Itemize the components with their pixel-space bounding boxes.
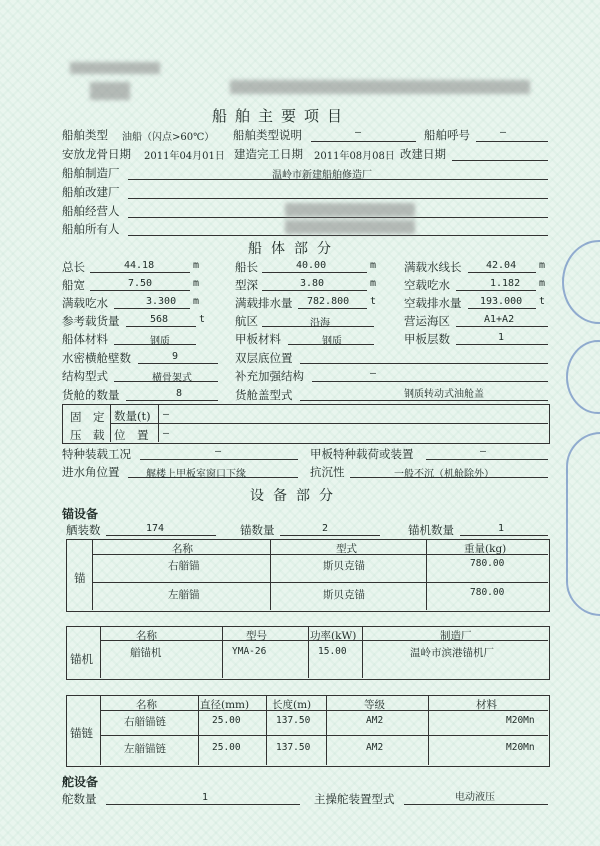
- op-area-label: 营运海区: [404, 314, 450, 328]
- windlass-header-power: 功率(kW): [310, 630, 357, 642]
- breadth-value: 7.50: [128, 278, 153, 289]
- reinforce-value: —: [370, 368, 377, 379]
- chain-row-grade: AM2: [366, 742, 384, 753]
- seal-stamp: [562, 240, 600, 324]
- call-sign-label: 船舶呼号: [424, 128, 470, 142]
- windlass-row-power: 15.00: [318, 646, 347, 657]
- steering-value: 电动液压: [455, 792, 495, 803]
- equip-no-value: 174: [146, 523, 165, 534]
- structure-label: 结构型式: [62, 369, 108, 383]
- redacted-header: [230, 80, 530, 94]
- loa-label: 总长: [62, 260, 85, 274]
- ship-type-desc-label: 船舶类型说明: [233, 128, 302, 142]
- flood-value: 艉楼上甲板室窗口下缘: [146, 469, 246, 480]
- holds-value: 8: [176, 388, 183, 399]
- unit-m: m: [539, 260, 546, 271]
- hull-mat-value: 钢质: [150, 336, 170, 347]
- chain-row-diameter: 25.00: [212, 715, 241, 726]
- keel-date-label: 安放龙骨日期: [62, 147, 131, 161]
- builder-label: 船舶制造厂: [62, 166, 120, 180]
- loa-value: 44.18: [124, 260, 155, 271]
- sink-value: 一般不沉（机舱除外）: [394, 469, 494, 480]
- full-draft-label: 满载吃水: [62, 296, 108, 310]
- holds-label: 货舱的数量: [62, 388, 120, 402]
- windlass-row-maker: 温岭市滨港锚机厂: [410, 647, 494, 659]
- length-label: 船长: [235, 260, 258, 274]
- operator-label: 船舶经营人: [62, 204, 120, 218]
- chain-row-length: 137.50: [276, 715, 311, 726]
- ballast-qty-value: —: [163, 409, 170, 420]
- chain-header-length: 长度(m): [272, 699, 312, 711]
- hatch-label: 货舱盖型式: [235, 388, 293, 402]
- windlass-header-maker: 制造厂: [440, 630, 472, 642]
- redacted-header: [70, 62, 160, 74]
- double-bottom-label: 双层底位置: [235, 351, 293, 365]
- chain-header-diameter: 直径(mm): [200, 699, 250, 711]
- anchor-header-name: 名称: [172, 543, 193, 555]
- light-draft-label: 空载吃水: [404, 278, 450, 292]
- anchor-row-name: 右艏锚: [168, 560, 200, 572]
- chain-row-length: 137.50: [276, 742, 311, 753]
- ship-type-value: 油船（闪点>60℃）: [122, 132, 215, 143]
- unit-m: m: [370, 278, 377, 289]
- steering-label: 主操舵装置型式: [314, 792, 395, 806]
- anchor-row-weight: 780.00: [470, 558, 505, 569]
- unit-m: m: [193, 296, 200, 307]
- chain-header-grade: 等级: [364, 699, 385, 711]
- fl-length-label: 满载水线长: [404, 260, 462, 274]
- rudder-count-value: 1: [202, 792, 209, 803]
- anchor-row-name: 左艏锚: [168, 589, 200, 601]
- unit-t: t: [199, 314, 206, 325]
- full-disp-label: 满载排水量: [235, 296, 293, 310]
- empty-disp-value: 193.000: [480, 296, 523, 307]
- depth-value: 3.80: [300, 278, 325, 289]
- anchor-header-type: 型式: [336, 543, 357, 555]
- anchor-side-label: 锚: [74, 571, 86, 585]
- windlass-header-model: 型号: [246, 630, 267, 642]
- hatch-value: 钢质转动式油舱盖: [404, 389, 484, 400]
- windlass-header-name: 名称: [136, 630, 157, 642]
- equip-no-label: 舾装数: [66, 523, 101, 537]
- rebuild-date-label: 改建日期: [400, 147, 446, 161]
- chain-side-label: 锚链: [70, 726, 93, 740]
- chain-row-material: M20Mn: [506, 742, 535, 753]
- anchor-count-value: 2: [322, 523, 329, 534]
- ballast-pos-value: —: [163, 428, 170, 439]
- chain-row-diameter: 25.00: [212, 742, 241, 753]
- redacted-operator: [285, 203, 415, 217]
- anchor-section-title: 锚设备: [62, 507, 99, 521]
- windlass-count-value: 1: [498, 523, 505, 534]
- deck-mat-label: 甲板材料: [235, 332, 281, 346]
- unit-m: m: [193, 260, 200, 271]
- equipment-section-title: 设备部分: [250, 488, 342, 504]
- deck-cargo-value: —: [480, 446, 487, 457]
- ballast-pos-label: 位 置: [114, 428, 149, 442]
- build-date-value: 2011年08月08日: [314, 151, 395, 162]
- structure-value: 横骨架式: [152, 373, 192, 384]
- full-disp-value: 782.800: [307, 296, 350, 307]
- fl-length-value: 42.04: [486, 260, 517, 271]
- chain-header-name: 名称: [136, 699, 157, 711]
- ship-type-label: 船舶类型: [62, 128, 108, 142]
- nav-label: 航区: [235, 314, 258, 328]
- ballast-qty-label: 数量(t): [114, 409, 151, 423]
- special-value: —: [215, 446, 222, 457]
- anchor-row-type: 斯贝克锚: [323, 560, 365, 572]
- windlass-row-model: YMA-26: [232, 646, 267, 657]
- bulkhead-label: 水密横舱壁数: [62, 351, 131, 365]
- rudder-count-label: 舵数量: [62, 792, 97, 806]
- bulkhead-value: 9: [172, 351, 179, 362]
- unit-m: m: [193, 278, 200, 289]
- cargo-label: 参考载货量: [62, 314, 120, 328]
- flood-label: 进水角位置: [62, 465, 120, 479]
- depth-label: 型深: [235, 278, 258, 292]
- unit-t: t: [539, 296, 546, 307]
- light-draft-value: 1.182: [490, 278, 521, 289]
- unit-t: t: [370, 296, 377, 307]
- ballast-a: 固 定: [70, 410, 105, 424]
- anchor-row-weight: 780.00: [470, 587, 505, 598]
- hull-section-title: 船体部分: [248, 241, 340, 257]
- empty-disp-label: 空载排水量: [404, 296, 462, 310]
- owner-label: 船舶所有人: [62, 222, 120, 236]
- deck-count-value: 1: [498, 332, 505, 343]
- chain-row-grade: AM2: [366, 715, 384, 726]
- hull-mat-label: 船体材料: [62, 332, 108, 346]
- unit-m: m: [370, 260, 377, 271]
- special-label: 特种装载工况: [62, 447, 131, 461]
- cargo-value: 568: [150, 314, 169, 325]
- seal-stamp: [566, 432, 600, 616]
- rudder-section-title: 舵设备: [62, 775, 99, 789]
- redacted-header: [90, 82, 130, 100]
- deck-mat-value: 钢质: [322, 336, 342, 347]
- windlass-side-label: 锚机: [70, 652, 93, 666]
- anchor-count-label: 锚数量: [240, 523, 275, 537]
- anchor-row-type: 斯贝克锚: [323, 589, 365, 601]
- refit-label: 船舶改建厂: [62, 185, 120, 199]
- windlass-row-name: 艏锚机: [130, 647, 162, 659]
- length-value: 40.00: [296, 260, 327, 271]
- chain-row-name: 左艏锚链: [124, 743, 166, 755]
- reinforce-label: 补充加强结构: [235, 369, 304, 383]
- nav-value: 沿海: [310, 318, 330, 329]
- full-draft-value: 3.300: [146, 296, 177, 307]
- ship-type-desc-value: —: [355, 127, 362, 138]
- keel-date-value: 2011年04月01日: [144, 151, 225, 162]
- build-date-label: 建造完工日期: [234, 147, 303, 161]
- builder-value: 温岭市新建船舶修造厂: [272, 170, 372, 181]
- main-title: 船舶主要项目: [212, 107, 351, 125]
- redacted-owner: [285, 220, 415, 234]
- deck-count-label: 甲板层数: [404, 332, 450, 346]
- chain-header-material: 材料: [476, 699, 497, 711]
- windlass-count-label: 锚机数量: [408, 523, 454, 537]
- anchor-header-weight: 重量(kg): [464, 543, 507, 555]
- breadth-label: 船宽: [62, 278, 85, 292]
- seal-stamp: [566, 340, 600, 414]
- chain-row-material: M20Mn: [506, 715, 535, 726]
- ballast-b: 压 载: [70, 428, 105, 442]
- sink-label: 抗沉性: [310, 465, 345, 479]
- unit-m: m: [539, 278, 546, 289]
- call-sign-value: —: [500, 127, 507, 138]
- deck-cargo-label: 甲板特种载荷或装置: [310, 447, 414, 461]
- chain-row-name: 右艏锚链: [124, 716, 166, 728]
- op-area-value: A1+A2: [484, 314, 515, 325]
